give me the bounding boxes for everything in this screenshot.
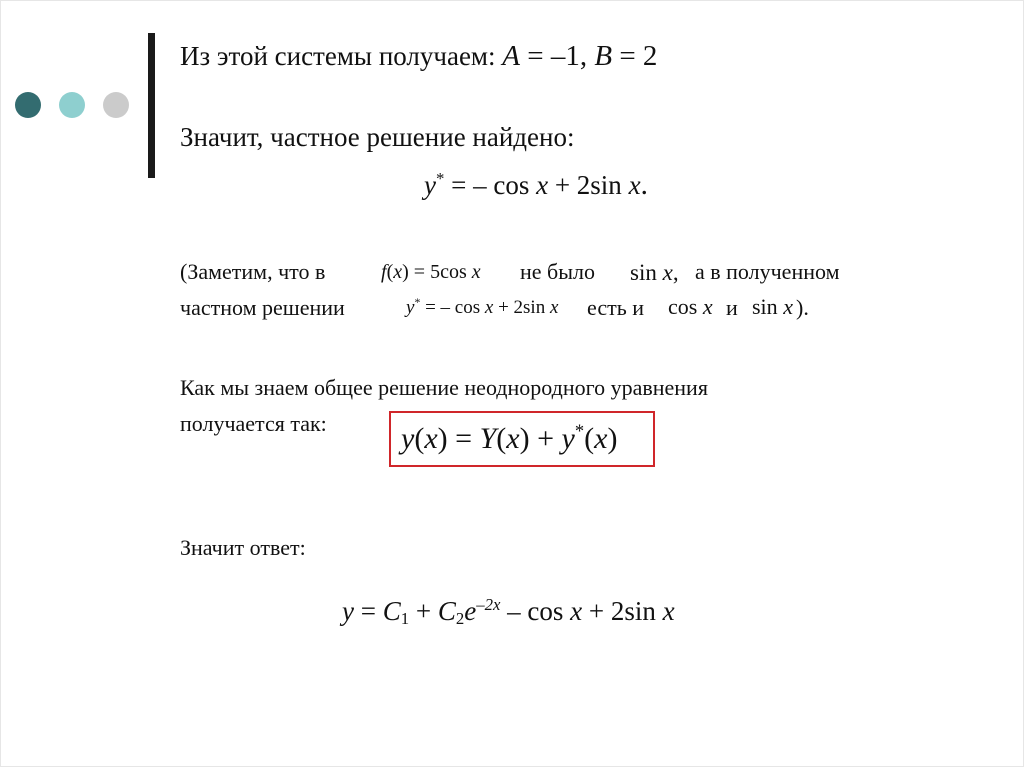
note-line2-text: частном решении <box>180 295 345 320</box>
x: x <box>424 422 438 455</box>
eq: = <box>353 596 383 626</box>
general-solution-text-2: получается так: <box>180 411 327 436</box>
y: y <box>406 297 415 318</box>
decor-dot-gray <box>103 92 129 118</box>
x: x <box>783 294 793 319</box>
particular-solution-formula <box>424 168 648 202</box>
sinx-formula-2 <box>752 294 793 320</box>
and-text: и <box>726 295 738 320</box>
general-solution-box <box>389 411 655 467</box>
f: f <box>381 261 387 283</box>
y: y <box>424 170 436 200</box>
sinx-formula <box>630 260 679 286</box>
cosx-formula <box>668 294 713 320</box>
star: * <box>435 168 445 188</box>
rhs: = – cos <box>420 297 485 318</box>
system-result-line <box>180 40 657 73</box>
x: x <box>484 297 494 318</box>
mid: + 2sin <box>582 596 663 626</box>
note-close-text: ). <box>796 295 809 320</box>
e: e <box>464 596 477 626</box>
decor-dot-teal <box>59 92 85 118</box>
answer-label: Значит ответ: <box>180 535 306 560</box>
comma: , <box>672 260 679 285</box>
decor-dot-dark <box>15 92 41 118</box>
fx-formula: f(x) = 5cos x <box>381 261 481 283</box>
fn: cos <box>668 294 703 319</box>
x: x <box>702 294 713 319</box>
not-was-text: не было <box>520 259 595 284</box>
y: y <box>561 422 575 455</box>
mid: + 2sin <box>493 297 550 318</box>
note-open-text: (Заметим, что в <box>180 259 326 284</box>
x: x <box>662 260 673 285</box>
mid: + 2sin <box>548 170 629 200</box>
C: C <box>437 596 456 626</box>
x: x <box>471 261 481 283</box>
note-tail-text: а в полученном <box>695 259 840 284</box>
answer-formula <box>342 596 675 627</box>
ystar-inline-formula <box>406 297 558 319</box>
general-solution-formula: y(x) = Y(x) + y*(x) <box>401 420 618 455</box>
system-result-text: Из этой системы получаем: <box>180 41 496 71</box>
general-solution-text-1: Как мы знаем общее решение неоднородного уравнения <box>180 375 708 400</box>
rhs: = – cos <box>444 170 537 200</box>
x: x <box>536 170 549 200</box>
Y: Y <box>479 422 497 455</box>
fn: sin <box>752 294 784 319</box>
x: x <box>549 297 559 318</box>
fn: sin <box>630 260 663 285</box>
rest: – cos <box>500 596 571 626</box>
eq-a: = –1, <box>520 40 595 72</box>
exponent: –2x <box>476 594 501 614</box>
x: x <box>506 422 520 455</box>
x: x <box>570 596 583 626</box>
vertical-accent-bar <box>148 33 155 178</box>
x: x <box>393 261 403 283</box>
plus: + <box>529 422 562 455</box>
eq: = <box>447 422 480 455</box>
star: * <box>574 420 585 442</box>
C: C <box>382 596 401 626</box>
rest: = 5cos <box>408 261 472 283</box>
eq-b: = 2 <box>612 40 658 72</box>
x: x <box>628 170 641 200</box>
x: x <box>594 422 608 455</box>
particular-found-heading: Значит, частное решение найдено: <box>180 122 575 152</box>
sub: 2 <box>455 609 465 629</box>
var-b: B <box>594 40 613 72</box>
star: * <box>414 295 421 309</box>
is-and-text: есть и <box>587 295 644 320</box>
sub: 1 <box>400 609 410 629</box>
plus: + <box>409 596 438 626</box>
y: y <box>401 422 415 455</box>
coefficients-formula <box>502 40 657 72</box>
var-a: A <box>502 40 520 72</box>
y: y <box>342 596 354 626</box>
x: x <box>662 596 675 626</box>
period: . <box>640 168 649 201</box>
